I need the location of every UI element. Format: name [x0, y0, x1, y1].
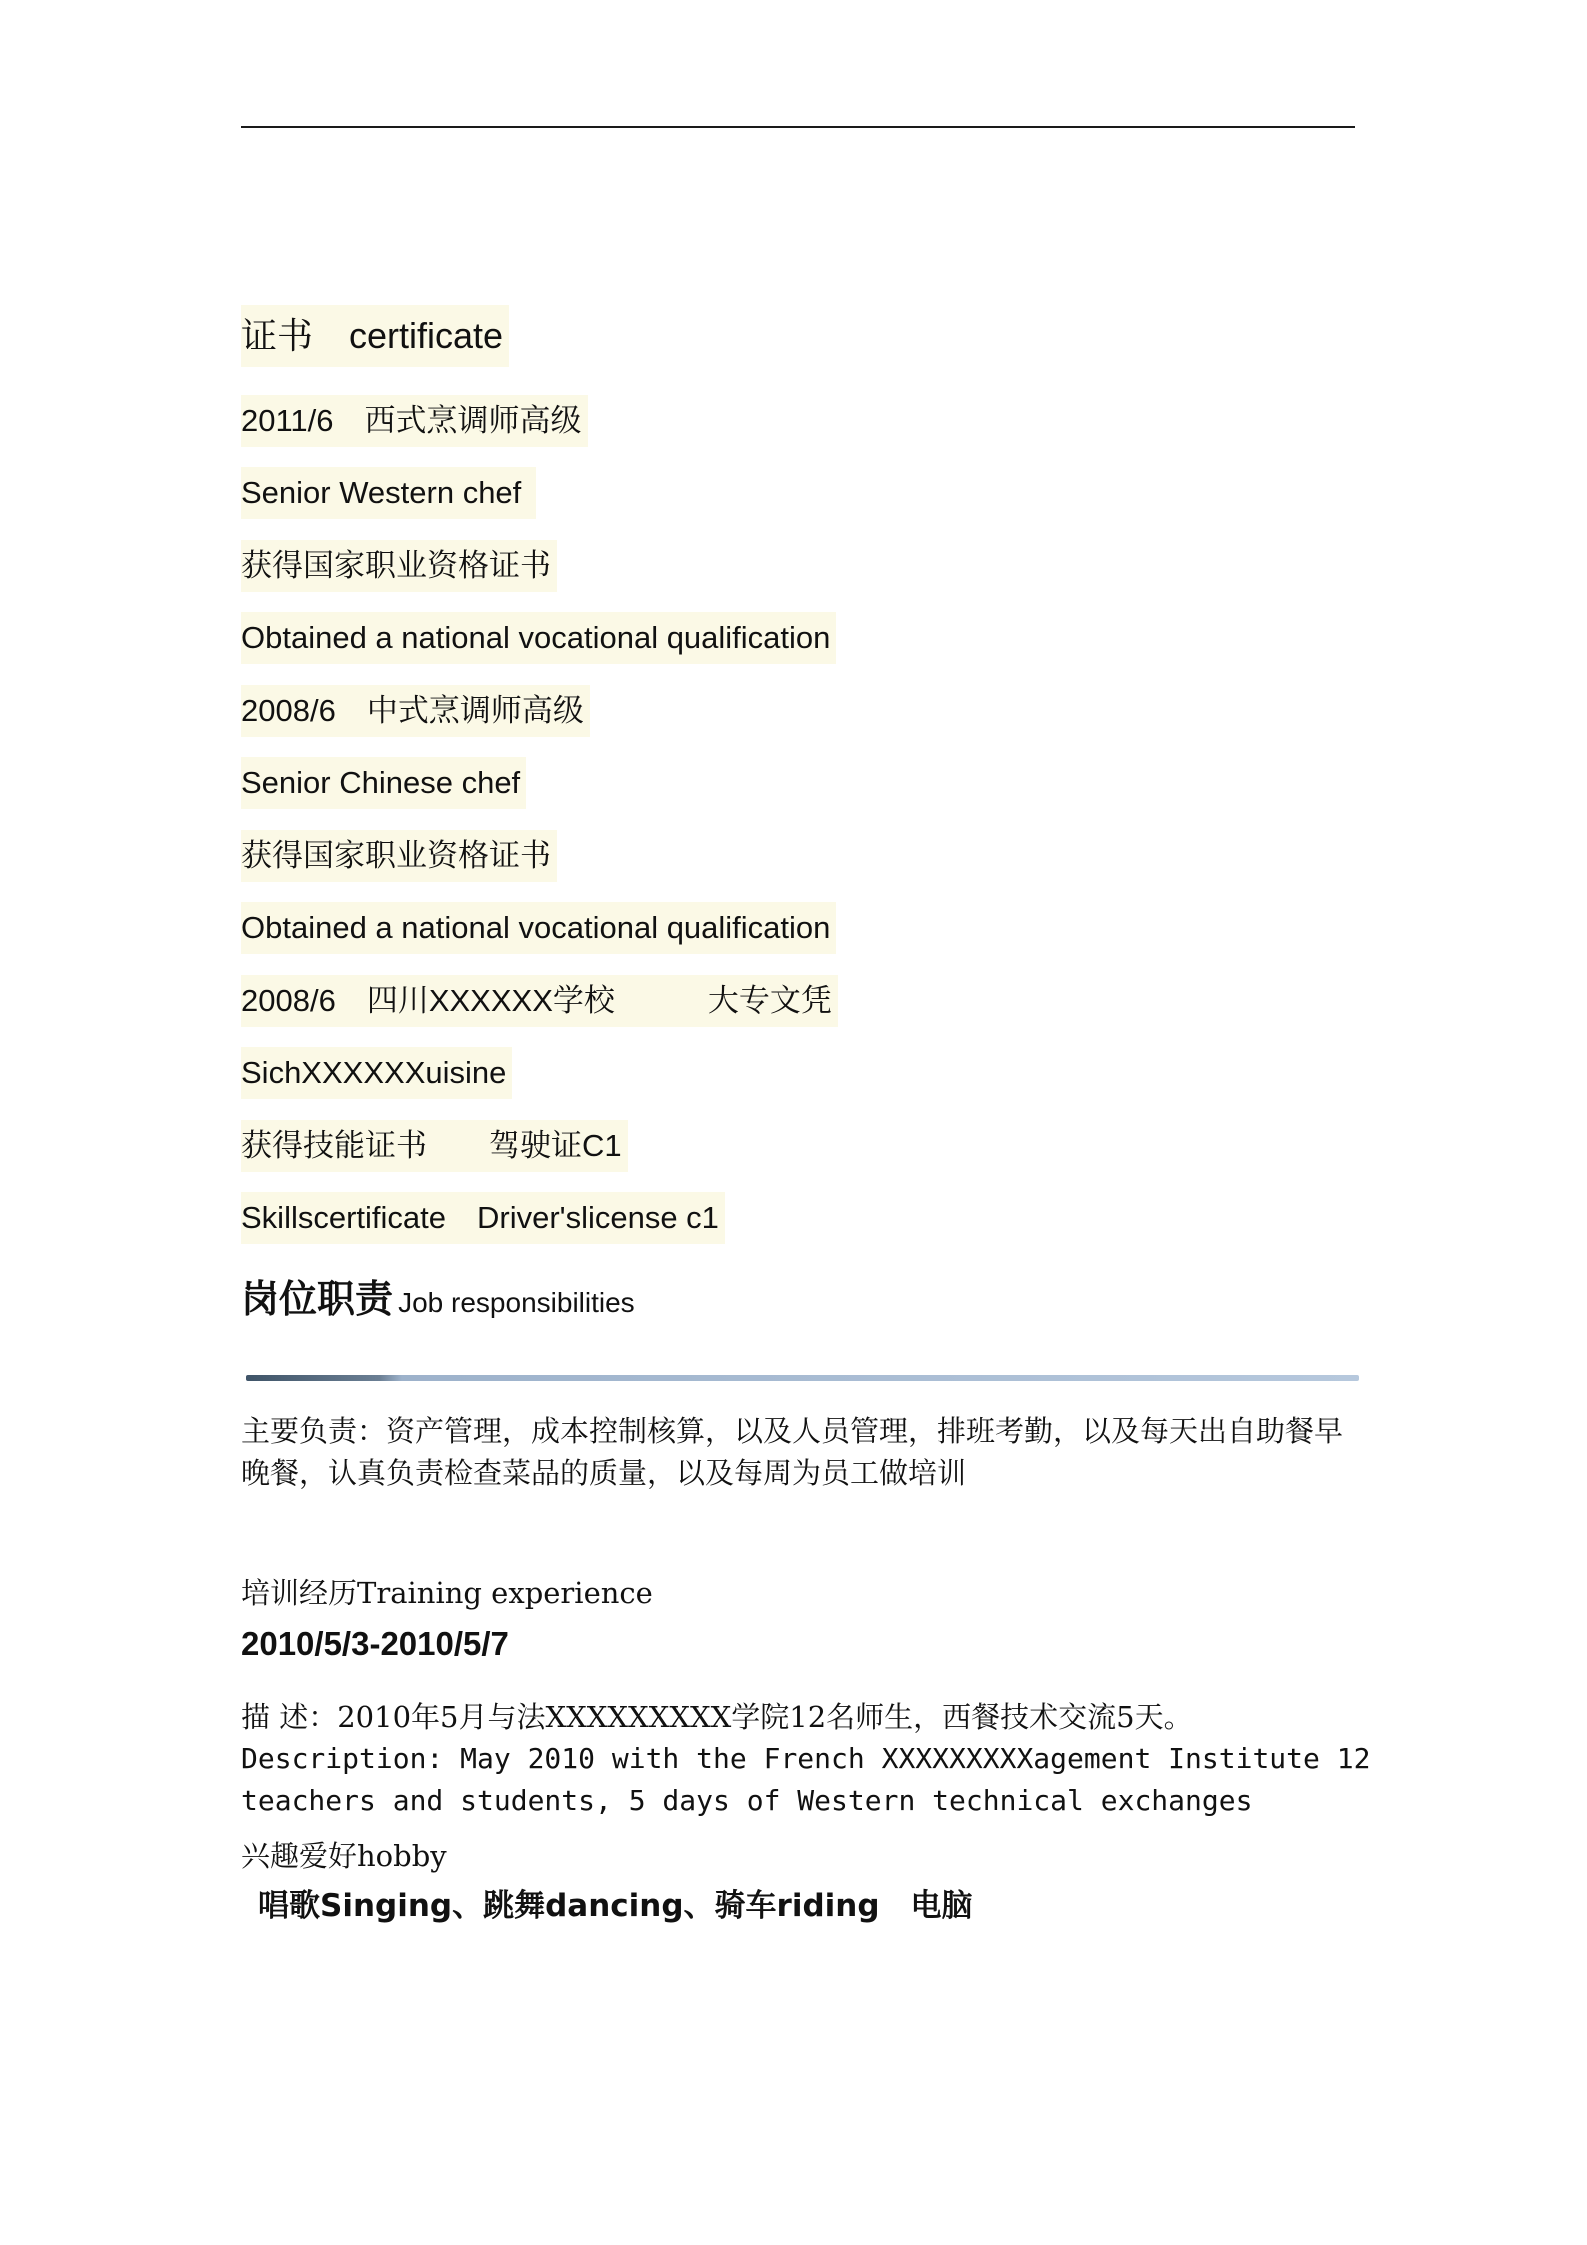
- cert-line: 获得国家职业资格证书: [241, 830, 557, 882]
- hobby-heading: 兴趣爱好hobby: [241, 1839, 447, 1873]
- header-rule: [241, 126, 1355, 128]
- training-heading: 培训经历Training experience: [241, 1576, 653, 1610]
- job-heading-cn: 岗位职责: [241, 1276, 394, 1321]
- job-heading-en: Job responsibilities: [398, 1287, 635, 1318]
- training-desc-cn: 描 述：2010年5月与法XXXXXXXXX学院12名师生，西餐技术交流5天。: [241, 1700, 1193, 1734]
- cert-line: Obtained a national vocational qualification: [241, 902, 836, 954]
- job-responsibilities-text: 主要负责：资产管理，成本控制核算，以及人员管理，排班考勤，以及每天出自助餐早晚餐，认真负责检查菜品的质量，以及每周为员工做培训: [241, 1414, 1344, 1490]
- training-description: [241, 1696, 1371, 1822]
- training-desc-en-line2: teachers and students, 5 days of Western technical exchanges: [241, 1784, 1253, 1817]
- training-desc-en-line1: Description: May 2010 with the French XXXXXXXXXagement Institute 12: [241, 1742, 1371, 1775]
- cert-line: 获得技能证书 驾驶证C1: [241, 1120, 628, 1172]
- section-divider-bar: [246, 1375, 1359, 1381]
- cert-line: 获得国家职业资格证书: [241, 540, 557, 592]
- cert-line: 2008/6 中式烹调师高级: [241, 685, 590, 737]
- hobby-list: 唱歌Singing、跳舞dancing、骑车riding 电脑: [258, 1888, 973, 1924]
- cert-line: Senior Western chef: [241, 467, 536, 519]
- cert-line: 2008/6 四川XXXXXX学校 大专文凭: [241, 975, 838, 1027]
- cert-line: 2011/6 西式烹调师高级: [241, 395, 588, 447]
- cert-line: Senior Chinese chef: [241, 757, 526, 809]
- cert-line: Obtained a national vocational qualification: [241, 612, 836, 664]
- training-date: 2010/5/3-2010/5/7: [241, 1625, 509, 1662]
- certificate-heading: 证书 certificate: [241, 305, 509, 367]
- cert-line: SichXXXXXXuisine: [241, 1047, 512, 1099]
- cert-line: Skillscertificate Driver'slicense c1: [241, 1192, 725, 1244]
- job-responsibilities-heading: [241, 1268, 635, 1323]
